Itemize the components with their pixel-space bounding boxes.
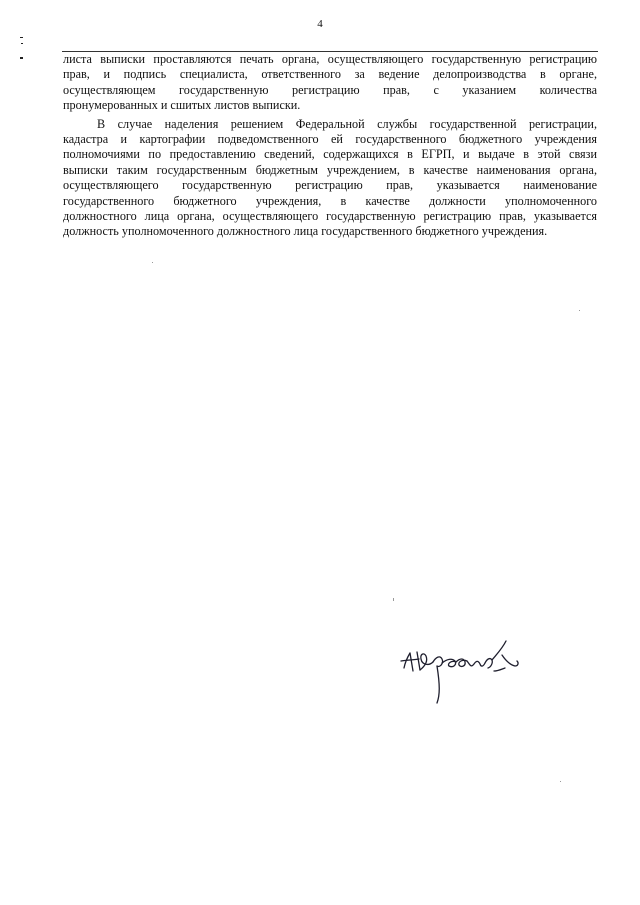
paragraph-1-line-1: листа выписки проставляются печать органа, осуществляющего государственную регистрацию <box>63 52 597 66</box>
scan-speck <box>579 310 580 311</box>
paragraph-2-line-8: должность уполномоченного должностного лица государственного бюджетного учреждения. <box>63 224 548 239</box>
paragraph-2 <box>63 117 597 240</box>
paragraph-2-line-6: государственного бюджетного учреждения, в качестве должности уполномоченного <box>63 193 597 208</box>
paragraph-1-line-2: прав, и подпись специалиста, ответственного за ведение делопроизводства в органе, <box>63 67 597 82</box>
document-body <box>63 52 597 240</box>
scan-speck <box>393 598 394 601</box>
paragraph-2-line-7: должностного лица органа, осуществляющего государственную регистрацию прав, указывается <box>63 209 597 224</box>
paragraph-2-line-4: выписки таким государственным бюджетным учреждением, в качестве наименования органа, <box>63 162 597 177</box>
paragraph-2-line-1: В случае наделения решением Федеральной службы государственной регистрации, <box>97 116 597 131</box>
scan-speck <box>152 262 153 263</box>
paragraph-2-line-2: кадастра и картографии подведомственного ей государственного бюджетного учреждения <box>63 132 597 147</box>
paragraph-2-line-3: полномочиями по предоставлению сведений, содержащихся в ЕГРП, и выдаче в этой связи <box>63 147 597 162</box>
page-number: 4 <box>317 18 323 30</box>
scan-speck <box>560 781 561 782</box>
paragraph-1-line-3: осуществляющем государственную регистрацию прав, с указанием количества <box>63 82 597 97</box>
paragraph-2-line-5: осуществляющего государственную регистрацию прав, указывается наименование <box>63 178 597 193</box>
paragraph-1-line-4: пронумерованных и сшитых листов выписки. <box>63 98 301 113</box>
paragraph-1 <box>63 52 597 114</box>
handwritten-signature <box>398 635 523 705</box>
